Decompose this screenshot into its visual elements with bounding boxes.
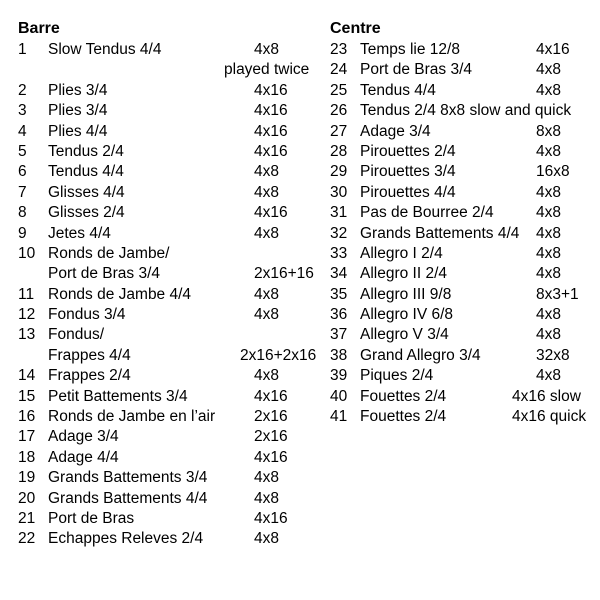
exercise-count: 8x8 <box>536 122 561 140</box>
exercise-name: Pirouettes 2/4 <box>360 142 456 160</box>
exercise-count: 4x16 quick <box>512 408 587 426</box>
exercise-count: 4x8 <box>536 306 561 324</box>
exercise-count: 4x16 <box>254 142 288 160</box>
exercise-name: Tendus 2/4 <box>48 142 124 160</box>
exercise-name: Fondus/ <box>48 326 105 344</box>
exercise-name: Frappes 2/4 <box>48 367 131 385</box>
exercise-number: 20 <box>18 489 36 507</box>
exercise-number: 1 <box>18 41 27 58</box>
centre-exercise-row <box>330 325 598 345</box>
centre-exercise-row <box>330 183 598 203</box>
exercise-number: 24 <box>330 61 348 79</box>
exercise-number: 7 <box>18 183 27 201</box>
exercise-number: 34 <box>330 265 348 283</box>
exercise-count: 4x16 <box>536 41 570 58</box>
exercise-name: Adage 4/4 <box>48 448 119 466</box>
exercise-count: 4x8 <box>254 41 279 58</box>
exercise-count: 4x8 <box>254 489 279 507</box>
centre-section <box>330 18 598 427</box>
exercise-count: 4x16 <box>254 102 288 120</box>
barre-exercise-row <box>18 427 328 447</box>
exercise-number: 35 <box>330 285 348 303</box>
exercise-number: 2 <box>18 81 27 99</box>
exercise-number: 27 <box>330 122 348 140</box>
exercise-count: 4x8 <box>536 224 561 242</box>
centre-exercise-row <box>330 366 598 386</box>
exercise-count: 4x8 <box>536 265 561 283</box>
exercise-name: Plies 4/4 <box>48 122 108 140</box>
exercise-name: Allegro II 2/4 <box>360 265 448 283</box>
exercise-name: Pas de Bourree 2/4 <box>360 204 494 222</box>
exercise-name: Slow Tendus 4/4 <box>48 41 162 58</box>
exercise-number: 25 <box>330 81 348 99</box>
exercise-number: 5 <box>18 142 27 160</box>
exercise-number: 21 <box>18 509 36 527</box>
barre-exercise-row <box>18 489 328 509</box>
barre-section <box>18 18 328 550</box>
exercise-count: 4x16 <box>254 204 288 222</box>
exercise-name: Temps lie 12/8 <box>360 41 460 58</box>
exercise-number: 40 <box>330 387 348 405</box>
exercise-number: 41 <box>330 408 348 426</box>
exercise-number: 13 <box>18 326 36 344</box>
barre-exercise-row <box>18 325 328 345</box>
exercise-count: 4x16 slow <box>512 387 581 405</box>
barre-exercise-row <box>18 81 328 101</box>
exercise-count: 4x8 <box>254 367 279 385</box>
exercise-number: 11 <box>18 285 35 303</box>
exercise-number: 36 <box>330 306 348 324</box>
exercise-count: 4x16 <box>254 448 288 466</box>
barre-exercise-row <box>18 224 328 244</box>
barre-exercise-row <box>18 366 328 386</box>
exercise-number: 8 <box>18 204 27 222</box>
exercise-count: 2x16 <box>254 428 288 446</box>
barre-exercise-row <box>18 305 328 325</box>
exercise-name: Fouettes 2/4 <box>360 408 447 426</box>
barre-exercise-row <box>18 183 328 203</box>
exercise-number: 33 <box>330 244 348 262</box>
centre-exercise-row <box>330 40 598 60</box>
exercise-count: 16x8 <box>536 163 570 181</box>
exercise-name: Glisses 2/4 <box>48 204 125 222</box>
exercise-number: 19 <box>18 469 36 487</box>
exercise-count: 8x3+1 <box>536 285 579 303</box>
exercise-name: Pirouettes 4/4 <box>360 183 456 201</box>
exercise-count: 4x8 <box>536 244 561 262</box>
exercise-number: 17 <box>18 428 36 446</box>
exercise-name: Adage 3/4 <box>48 428 119 446</box>
exercise-count: 4x8 <box>536 61 561 79</box>
exercise-name: Allegro III 9/8 <box>360 285 452 303</box>
exercise-count: played twice <box>224 61 310 79</box>
exercise-name: Pirouettes 3/4 <box>360 163 456 181</box>
exercise-count: 2x16+2x16 <box>240 346 317 364</box>
barre-heading: Barre <box>18 20 60 37</box>
barre-exercise-row <box>18 387 328 407</box>
exercise-name: Tendus 4/4 <box>360 81 436 99</box>
barre-exercise-row <box>18 60 328 80</box>
exercise-count: 4x8 <box>254 163 279 181</box>
exercise-number: 14 <box>18 367 36 385</box>
barre-exercise-row <box>18 407 328 427</box>
exercise-count: 4x8 <box>536 367 561 385</box>
centre-heading: Centre <box>330 20 381 37</box>
exercise-name: Port de Bras 3/4 <box>48 265 161 283</box>
exercise-number: 26 <box>330 102 348 120</box>
barre-exercise-row <box>18 142 328 162</box>
exercise-count: 4x8 <box>536 142 561 160</box>
centre-exercise-row <box>330 387 598 407</box>
exercise-count: 4x8 <box>536 81 561 99</box>
centre-exercise-row <box>330 305 598 325</box>
exercise-count: 4x8 <box>254 469 279 487</box>
exercise-number: 18 <box>18 448 36 466</box>
exercise-name: Tendus 4/4 <box>48 163 124 181</box>
exercise-name: Tendus 2/4 8x8 slow and quick <box>360 102 572 120</box>
exercise-count: 4x8 <box>536 183 561 201</box>
exercise-name: Port de Bras 3/4 <box>360 61 473 79</box>
exercise-number: 6 <box>18 163 27 181</box>
exercise-name: Ronds de Jambe en l’air <box>48 408 216 426</box>
barre-exercise-row <box>18 264 328 284</box>
exercise-count: 4x16 <box>254 81 288 99</box>
exercise-name: Grands Battements 4/4 <box>360 224 520 242</box>
exercise-name: Grand Allegro 3/4 <box>360 346 481 364</box>
barre-exercise-row <box>18 285 328 305</box>
exercise-name: Jetes 4/4 <box>48 224 111 242</box>
exercise-count: 4x8 <box>254 224 279 242</box>
barre-exercise-row <box>18 101 328 121</box>
exercise-count: 4x16 <box>254 387 288 405</box>
exercise-name: Ronds de Jambe/ <box>48 244 170 262</box>
exercise-number: 12 <box>18 306 36 324</box>
centre-exercise-row <box>330 346 598 366</box>
exercise-name: Glisses 4/4 <box>48 183 125 201</box>
exercise-name: Fouettes 2/4 <box>360 387 447 405</box>
exercise-name: Petit Battements 3/4 <box>48 387 188 405</box>
exercise-number: 16 <box>18 408 36 426</box>
centre-exercise-row <box>330 81 598 101</box>
barre-exercise-row <box>18 40 328 60</box>
centre-list <box>330 40 598 427</box>
exercise-number: 28 <box>330 142 348 160</box>
exercise-count: 4x8 <box>254 530 279 548</box>
centre-exercise-row <box>330 224 598 244</box>
exercise-name: Frappes 4/4 <box>48 346 131 364</box>
exercise-number: 4 <box>18 122 27 140</box>
centre-exercise-row <box>330 142 598 162</box>
exercise-name: Port de Bras <box>48 509 135 527</box>
centre-exercise-row <box>330 203 598 223</box>
exercise-name: Grands Battements 3/4 <box>48 469 208 487</box>
exercise-count: 4x8 <box>254 285 279 303</box>
centre-exercise-row <box>330 264 598 284</box>
centre-exercise-row <box>330 101 598 121</box>
exercise-number: 15 <box>18 387 36 405</box>
centre-exercise-row <box>330 162 598 182</box>
exercise-number: 29 <box>330 163 348 181</box>
barre-exercise-row <box>18 122 328 142</box>
centre-exercise-row <box>330 285 598 305</box>
exercise-name: Piques 2/4 <box>360 367 434 385</box>
exercise-name: Plies 3/4 <box>48 102 108 120</box>
exercise-name: Adage 3/4 <box>360 122 431 140</box>
centre-exercise-row <box>330 407 598 427</box>
barre-exercise-row <box>18 162 328 182</box>
exercise-count: 2x16+16 <box>254 265 314 283</box>
barre-exercise-row <box>18 468 328 488</box>
barre-exercise-row <box>18 244 328 264</box>
exercise-name: Grands Battements 4/4 <box>48 489 208 507</box>
exercise-number: 23 <box>330 41 348 58</box>
exercise-number: 37 <box>330 326 348 344</box>
barre-exercise-row <box>18 448 328 468</box>
exercise-number: 39 <box>330 367 348 385</box>
barre-exercise-row <box>18 203 328 223</box>
exercise-count: 4x16 <box>254 122 288 140</box>
exercise-count: 2x16 <box>254 408 288 426</box>
exercise-count: 4x8 <box>536 204 561 222</box>
exercise-name: Echappes Releves 2/4 <box>48 530 204 548</box>
exercise-name: Ronds de Jambe 4/4 <box>48 285 192 303</box>
exercise-count: 4x8 <box>536 326 561 344</box>
exercise-name: Allegro V 3/4 <box>360 326 449 344</box>
exercise-number: 9 <box>18 224 27 242</box>
barre-list <box>18 40 328 550</box>
exercise-name: Plies 3/4 <box>48 81 108 99</box>
exercise-number: 3 <box>18 102 27 120</box>
exercise-count: 4x8 <box>254 306 279 324</box>
exercise-number: 22 <box>18 530 36 548</box>
exercise-number: 30 <box>330 183 348 201</box>
centre-exercise-row <box>330 60 598 80</box>
exercise-number: 32 <box>330 224 348 242</box>
barre-exercise-row <box>18 529 328 549</box>
exercise-count: 4x8 <box>254 183 279 201</box>
centre-exercise-row <box>330 122 598 142</box>
exercise-number: 31 <box>330 204 348 222</box>
barre-exercise-row <box>18 509 328 529</box>
barre-exercise-row <box>18 346 328 366</box>
exercise-name: Fondus 3/4 <box>48 306 126 324</box>
exercise-number: 38 <box>330 346 348 364</box>
exercise-name: Allegro IV 6/8 <box>360 306 454 324</box>
centre-exercise-row <box>330 244 598 264</box>
exercise-name: Allegro I 2/4 <box>360 244 443 262</box>
exercise-number: 10 <box>18 244 36 262</box>
exercise-count: 32x8 <box>536 346 570 364</box>
exercise-count: 4x16 <box>254 509 288 527</box>
